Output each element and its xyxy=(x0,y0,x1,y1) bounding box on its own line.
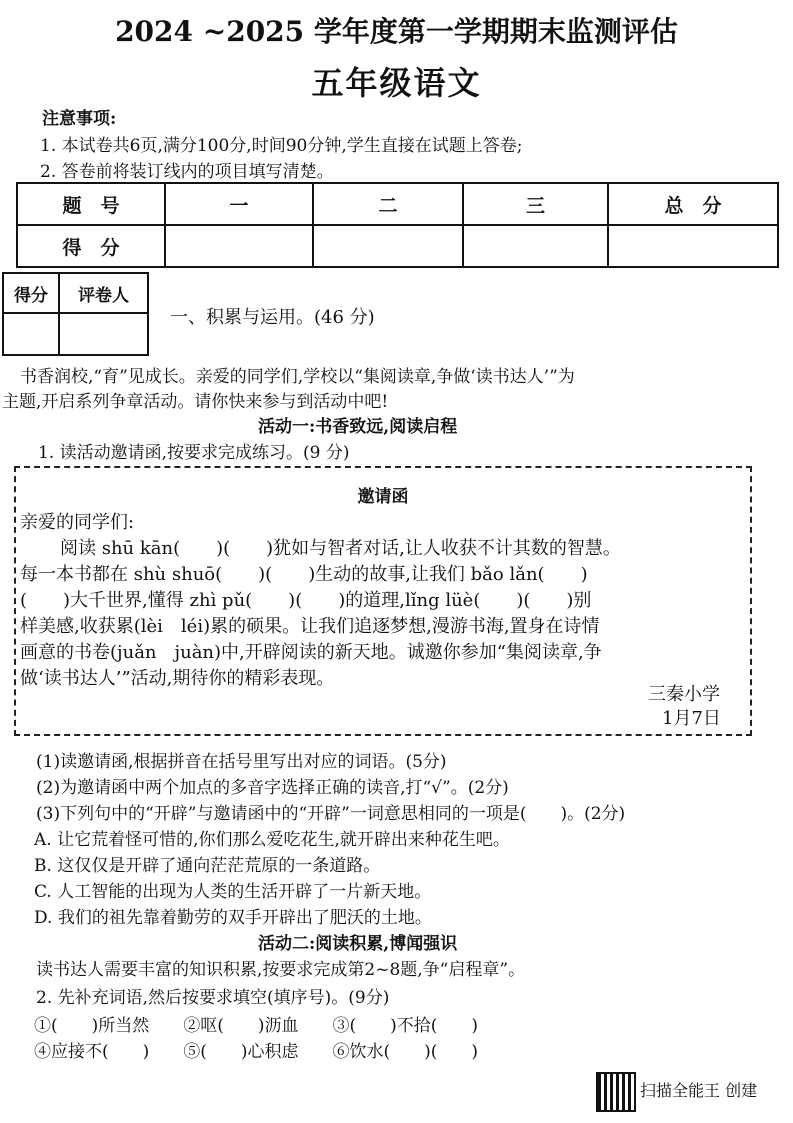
score-row-label: 得 分 xyxy=(17,225,165,267)
score-header-3: 三 xyxy=(463,183,608,225)
question-1-3: (3)下列句中的“开辟”与邀请函中的“开辟”一词意思相同的一项是( )。(2分) xyxy=(36,804,626,824)
scanner-watermark: 扫描全能王 创建 xyxy=(640,1081,758,1100)
question-2-row-1: ①( )所当然 ②呕( )沥血 ③( )不拾( ) xyxy=(34,1016,479,1036)
section1-heading: 一、积累与运用。(46 分) xyxy=(170,307,375,328)
score-header-label: 题 号 xyxy=(17,183,165,225)
option-b: B. 这仅仅是开辟了通向茫茫荒原的一条道路。 xyxy=(34,856,381,876)
invitation-signature: 三秦小学 xyxy=(648,684,720,705)
question-2: 2. 先补充词语,然后按要求填空(填序号)。(9分) xyxy=(36,988,390,1008)
invitation-line-1: 阅读 shū kān( )( )犹如与智者对话,让人收获不计其数的智慧。 xyxy=(60,538,621,559)
invitation-box xyxy=(14,466,752,736)
intro-line-2: 主题,开启系列争章活动。请你快来参与到活动中吧! xyxy=(2,392,389,412)
intro-line-1: 书香润校,“育”见成长。亲爱的同学们,学校以“集阅读章,争做‘读书达人’”为 xyxy=(20,367,575,387)
exam-title: 2024 ~2025 学年度第一学期期末监测评估 xyxy=(115,15,678,48)
activity1-heading: 活动一:书香致远,阅读启程 xyxy=(258,417,458,437)
notes-item-1: 1. 本试卷共6页,满分100分,时间90分钟,学生直接在试题上答卷; xyxy=(40,136,523,156)
invitation-greeting: 亲爱的同学们: xyxy=(20,512,135,533)
grader-score-cell xyxy=(3,313,59,355)
score-cell-3 xyxy=(463,225,608,267)
question-1-1: (1)读邀请函,根据拼音在括号里写出对应的词语。(5分) xyxy=(36,752,447,772)
grader-name-label: 评卷人 xyxy=(59,273,148,313)
invitation-line-3: ( )大千世界,懂得 zhì pǔ( )( )的道理,lǐng lüè( )( )别 xyxy=(20,590,592,611)
invitation-title: 邀请函 xyxy=(357,487,409,507)
activity2-heading: 活动二:阅读积累,博闻强识 xyxy=(258,934,458,954)
score-cell-1 xyxy=(165,225,313,267)
invitation-line-5: 画意的书卷(juǎn juàn)中,开辟阅读的新天地。诚邀你参加“集阅读章,争 xyxy=(20,642,602,663)
invitation-line-4: 样美感,收获累(lèi léi)累的硕果。让我们追逐梦想,漫游书海,置身在诗情 xyxy=(20,616,600,637)
invitation-date: 1月7日 xyxy=(662,708,721,729)
notes-heading: 注意事项: xyxy=(42,109,117,129)
question-1-2: (2)为邀请函中两个加点的多音字选择正确的读音,打“√”。(2分) xyxy=(36,778,509,798)
notes-item-2: 2. 答卷前将装订线内的项目填写清楚。 xyxy=(40,162,334,182)
option-a: A. 让它荒着怪可惜的,你们那么爱吃花生,就开辟出来种花生吧。 xyxy=(34,830,510,850)
option-c: C. 人工智能的出现为人类的生活开辟了一片新天地。 xyxy=(34,882,432,902)
invitation-line-6: 做‘读书达人’”活动,期待你的精彩表现。 xyxy=(20,668,335,689)
score-header-total: 总 分 xyxy=(608,183,778,225)
score-table xyxy=(16,182,779,268)
score-header-2: 二 xyxy=(313,183,463,225)
grader-table xyxy=(2,272,149,356)
score-cell-total xyxy=(608,225,778,267)
grader-name-cell xyxy=(59,313,148,355)
activity2-intro: 读书达人需要丰富的知识积累,按要求完成第2~8题,争“启程章”。 xyxy=(36,960,526,980)
grader-score-label: 得分 xyxy=(3,273,59,313)
option-d: D. 我们的祖先靠着勤劳的双手开辟出了肥沃的土地。 xyxy=(34,908,432,928)
question-2-row-2: ④应接不( ) ⑤( )心积虑 ⑥饮水( )( ) xyxy=(34,1042,479,1062)
score-cell-2 xyxy=(313,225,463,267)
question-1: 1. 读活动邀请函,按要求完成练习。(9 分) xyxy=(38,443,350,463)
qr-code-icon xyxy=(596,1072,636,1112)
score-header-1: 一 xyxy=(165,183,313,225)
invitation-line-2: 每一本书都在 shù shuō( )( )生动的故事,让我们 bǎo lǎn( ) xyxy=(20,564,588,585)
exam-subtitle: 五年级语文 xyxy=(311,64,482,102)
